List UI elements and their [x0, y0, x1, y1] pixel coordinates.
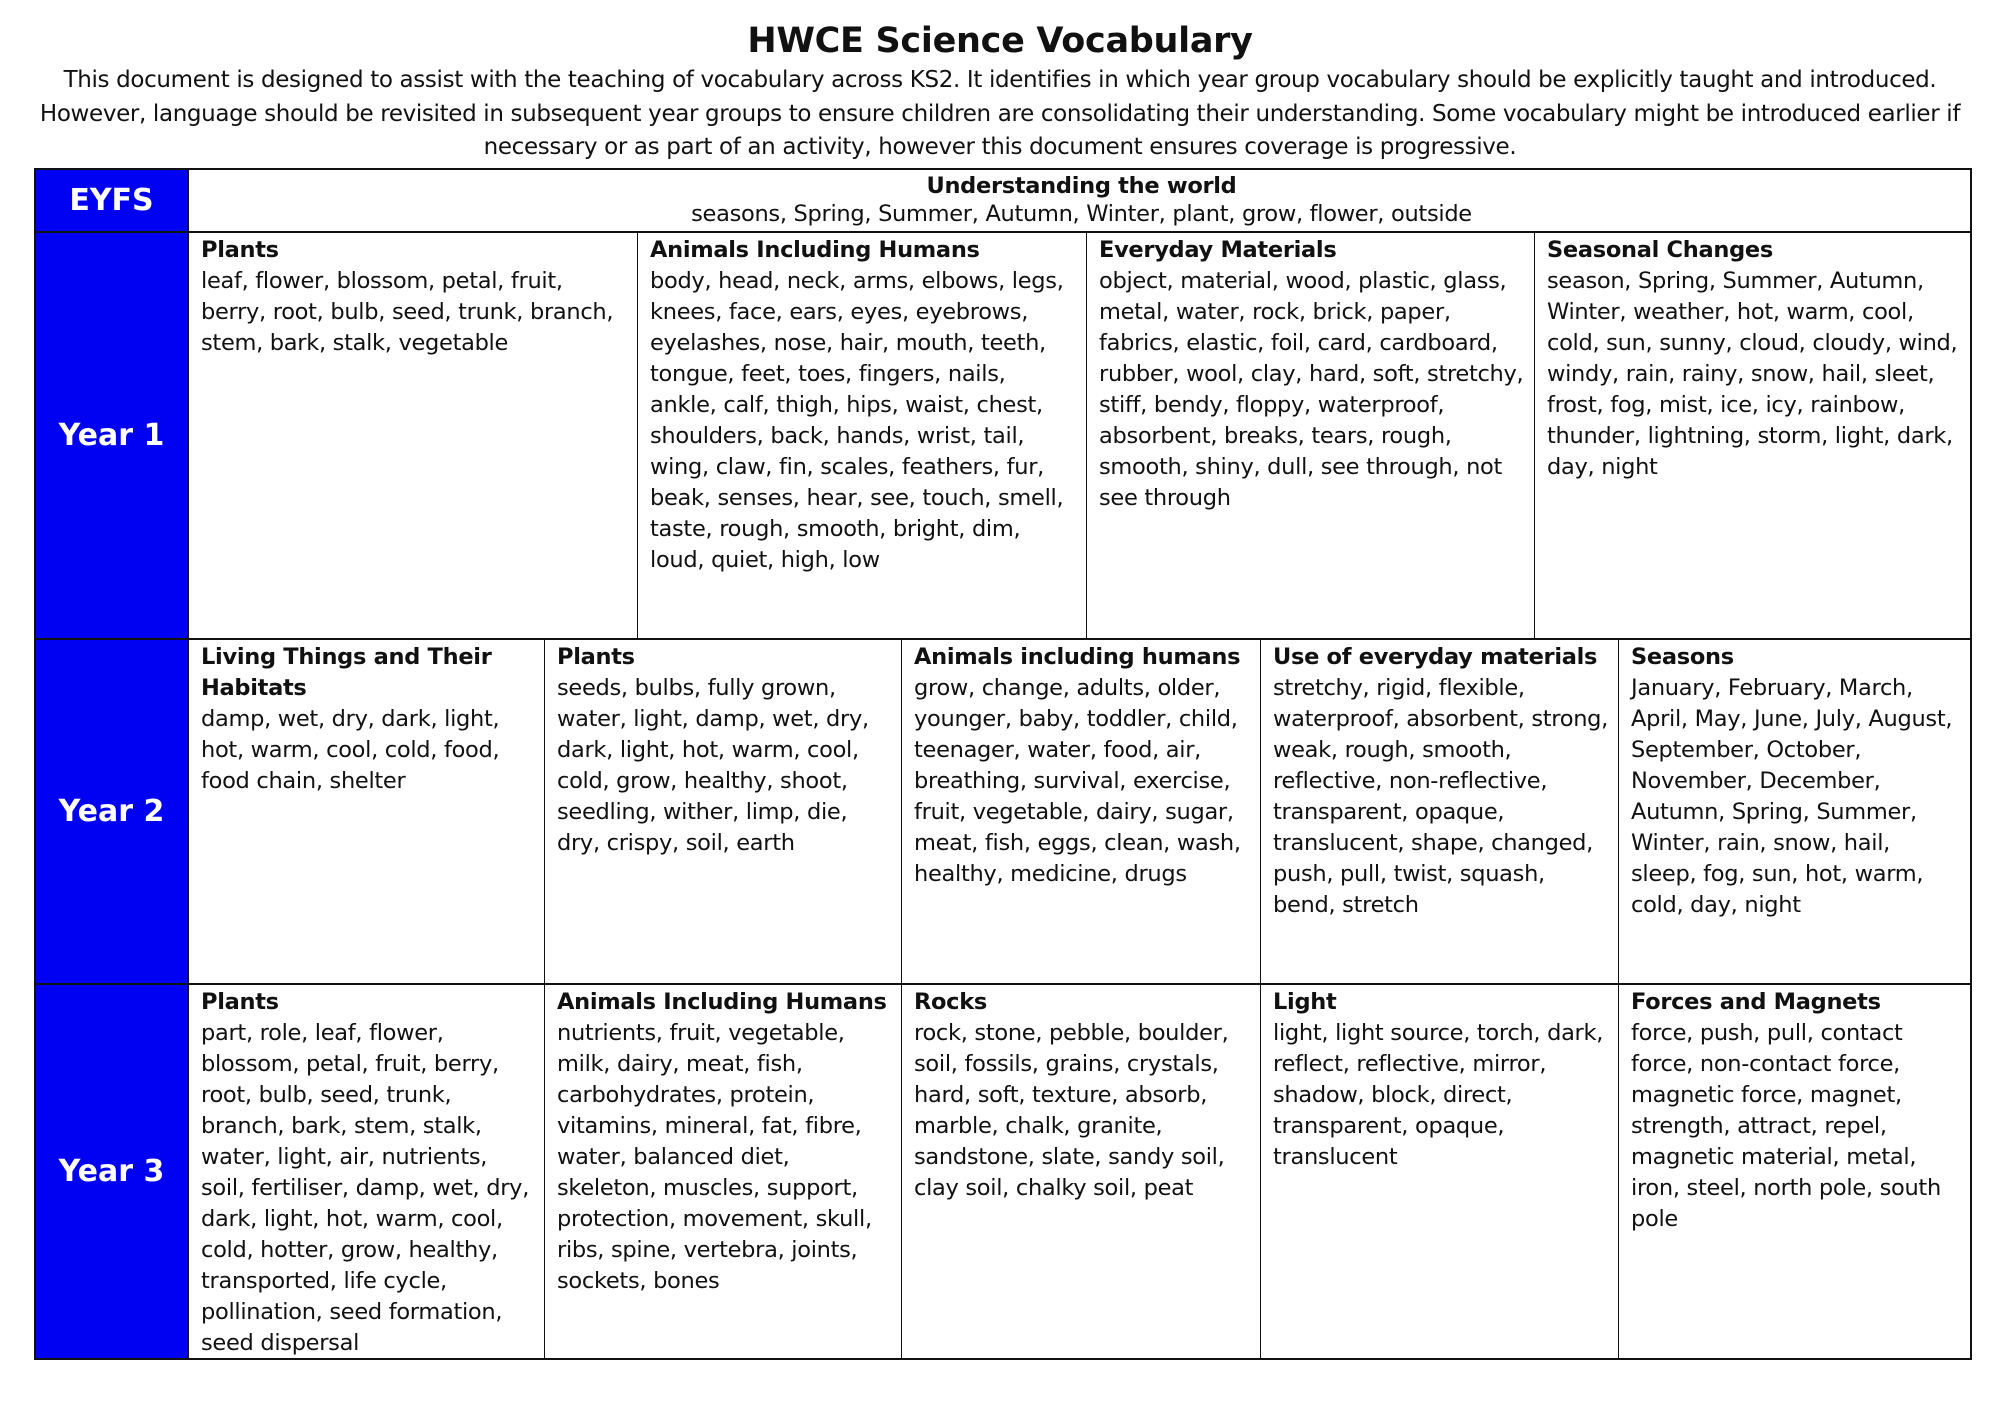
topic-words: body, head, neck, arms, elbows, legs, knees, face, ears, eyes, eyebrows, eyelashes, nose, hair, mouth, teeth, tongue, feet, toes, fingers, nails, ankle, calf, thigh, hips, waist, chest, shoulders, back, hands, wrist, tail, wing, claw, fin, scales, feathers, fur, beak, senses, hear, see, touch, smell, taste, rough, smooth, bright, dim, loud, quiet, high, low [650, 268, 1064, 573]
year2-topic-cell [545, 640, 902, 985]
year1-topic-cell [1535, 233, 1972, 640]
topic-title: Forces and Magnets [1631, 989, 1881, 1015]
year3-topic-cell [1619, 985, 1972, 1358]
year3-topic-cell [902, 985, 1261, 1358]
topic-title: Animals including humans [914, 644, 1241, 670]
topic-words: rock, stone, pebble, boulder, soil, fossils, grains, crystals, hard, soft, texture, absorb, marble, chalk, granite, sandstone, slate, sandy soil, clay soil, chalky soil, peat [914, 1020, 1229, 1201]
topic-title: Plants [557, 644, 635, 670]
topic-title: Everyday Materials [1099, 237, 1337, 263]
topic-words: nutrients, fruit, vegetable, milk, dairy, meat, fish, carbohydrates, protein, vitamins, mineral, fat, fibre, water, balanced diet, skeleton, muscles, support, protection, movement, skull, ribs, spine, vertebra, joints, sockets, bones [557, 1020, 872, 1294]
year3-topic-cell [1261, 985, 1619, 1358]
topic-words: force, push, pull, contact force, non-contact force, magnetic force, magnet, strength, attract, repel, magnetic material, metal, iron, steel, north pole, south pole [1631, 1020, 1941, 1232]
topic-title: Living Things and Their Habitats [201, 644, 492, 701]
row-label-eyfs: EYFS [36, 170, 189, 233]
row-label-year3: Year 3 [36, 985, 189, 1358]
topic-words: stretchy, rigid, flexible, waterproof, absorbent, strong, weak, rough, smooth, reflective, non-reflective, transparent, opaque, translucent, shape, changed, push, pull, twist, squash, bend, stretch [1273, 675, 1608, 918]
topic-title: Plants [201, 989, 279, 1015]
topic-title: Animals Including Humans [650, 237, 980, 263]
topic-title: Plants [201, 237, 279, 263]
topic-words: damp, wet, dry, dark, light, hot, warm, cool, cold, food, food chain, shelter [201, 706, 500, 794]
topic-title: Animals Including Humans [557, 989, 887, 1015]
row-label-year1: Year 1 [36, 233, 189, 640]
topic-title: Seasonal Changes [1547, 237, 1773, 263]
topic-title: Seasons [1631, 644, 1734, 670]
topic-title: Rocks [914, 989, 987, 1015]
year1-topic-cell [638, 233, 1087, 640]
topic-words: part, role, leaf, flower, blossom, petal, fruit, berry, root, bulb, seed, trunk, branch, bark, stem, stalk, water, light, air, nutrients, soil, fertiliser, damp, wet, dry, dark, light, hot, warm, cool, cold, hotter, grow, healthy, transported, life cycle, pollination, seed formation, seed dispersal [201, 1020, 530, 1356]
year3-topic-cell [545, 985, 902, 1358]
topic-words: seeds, bulbs, fully grown, water, light, damp, wet, dry, dark, light, hot, warm, cool, cold, grow, healthy, shoot, seedling, wither, limp, die, dry, crispy, soil, earth [557, 675, 869, 856]
eyfs-cell [189, 170, 1972, 233]
year2-topic-cell [902, 640, 1261, 985]
topic-words: seasons, Spring, Summer, Autumn, Winter, plant, grow, flower, outside [691, 201, 1472, 227]
topic-title: Light [1273, 989, 1337, 1015]
intro-paragraph: This document is designed to assist with the teaching of vocabulary across KS2. It identifies in which year group vocabulary should be explicitly taught and introduced. However, language should be revisited in subsequent year groups to ensure children are consolidating their understanding. Some vocabulary might be introduced earlier if necessary or as part of an activity, however this document ensures coverage is progressive. [39, 67, 1961, 160]
topic-words: object, material, wood, plastic, glass, metal, water, rock, brick, paper, fabrics, elastic, foil, card, cardboard, rubber, wool, clay, hard, soft, stretchy, stiff, bendy, floppy, waterproof, absorbent, breaks, tears, rough, smooth, shiny, dull, see through, not see through [1099, 268, 1524, 511]
year2-topic-cell [1619, 640, 1972, 985]
year2-topic-cell [189, 640, 545, 985]
topic-words: light, light source, torch, dark, reflect, reflective, mirror, shadow, block, direct, transparent, opaque, translucent [1273, 1020, 1604, 1170]
topic-words: leaf, flower, blossom, petal, fruit, berry, root, bulb, seed, trunk, branch, stem, bark, stalk, vegetable [201, 268, 614, 356]
topic-title: Understanding the world [926, 173, 1237, 199]
row-label-year2: Year 2 [36, 640, 189, 985]
year1-topic-cell [1087, 233, 1535, 640]
document-title: HWCE Science Vocabulary [747, 21, 1253, 61]
topic-words: January, February, March, April, May, June, July, August, September, October, November, December, Autumn, Spring, Summer, Winter, rain, snow, hail, sleep, fog, sun, hot, warm, cold, day, night [1631, 675, 1953, 918]
topic-words: season, Spring, Summer, Autumn, Winter, weather, hot, warm, cool, cold, sun, sunny, cloud, cloudy, wind, windy, rain, rainy, snow, hail, sleet, frost, fog, mist, ice, icy, rainbow, thunder, lightning, storm, light, dark, day, night [1547, 268, 1958, 480]
year2-topic-cell [1261, 640, 1619, 985]
topic-title: Use of everyday materials [1273, 644, 1598, 670]
topic-words: grow, change, adults, older, younger, baby, toddler, child, teenager, water, food, air, breathing, survival, exercise, fruit, vegetable, dairy, sugar, meat, fish, eggs, clean, wash, healthy, medicine, drugs [914, 675, 1241, 887]
vocabulary-table [34, 168, 1972, 1360]
year1-topic-cell [189, 233, 638, 640]
year3-topic-cell [189, 985, 545, 1358]
